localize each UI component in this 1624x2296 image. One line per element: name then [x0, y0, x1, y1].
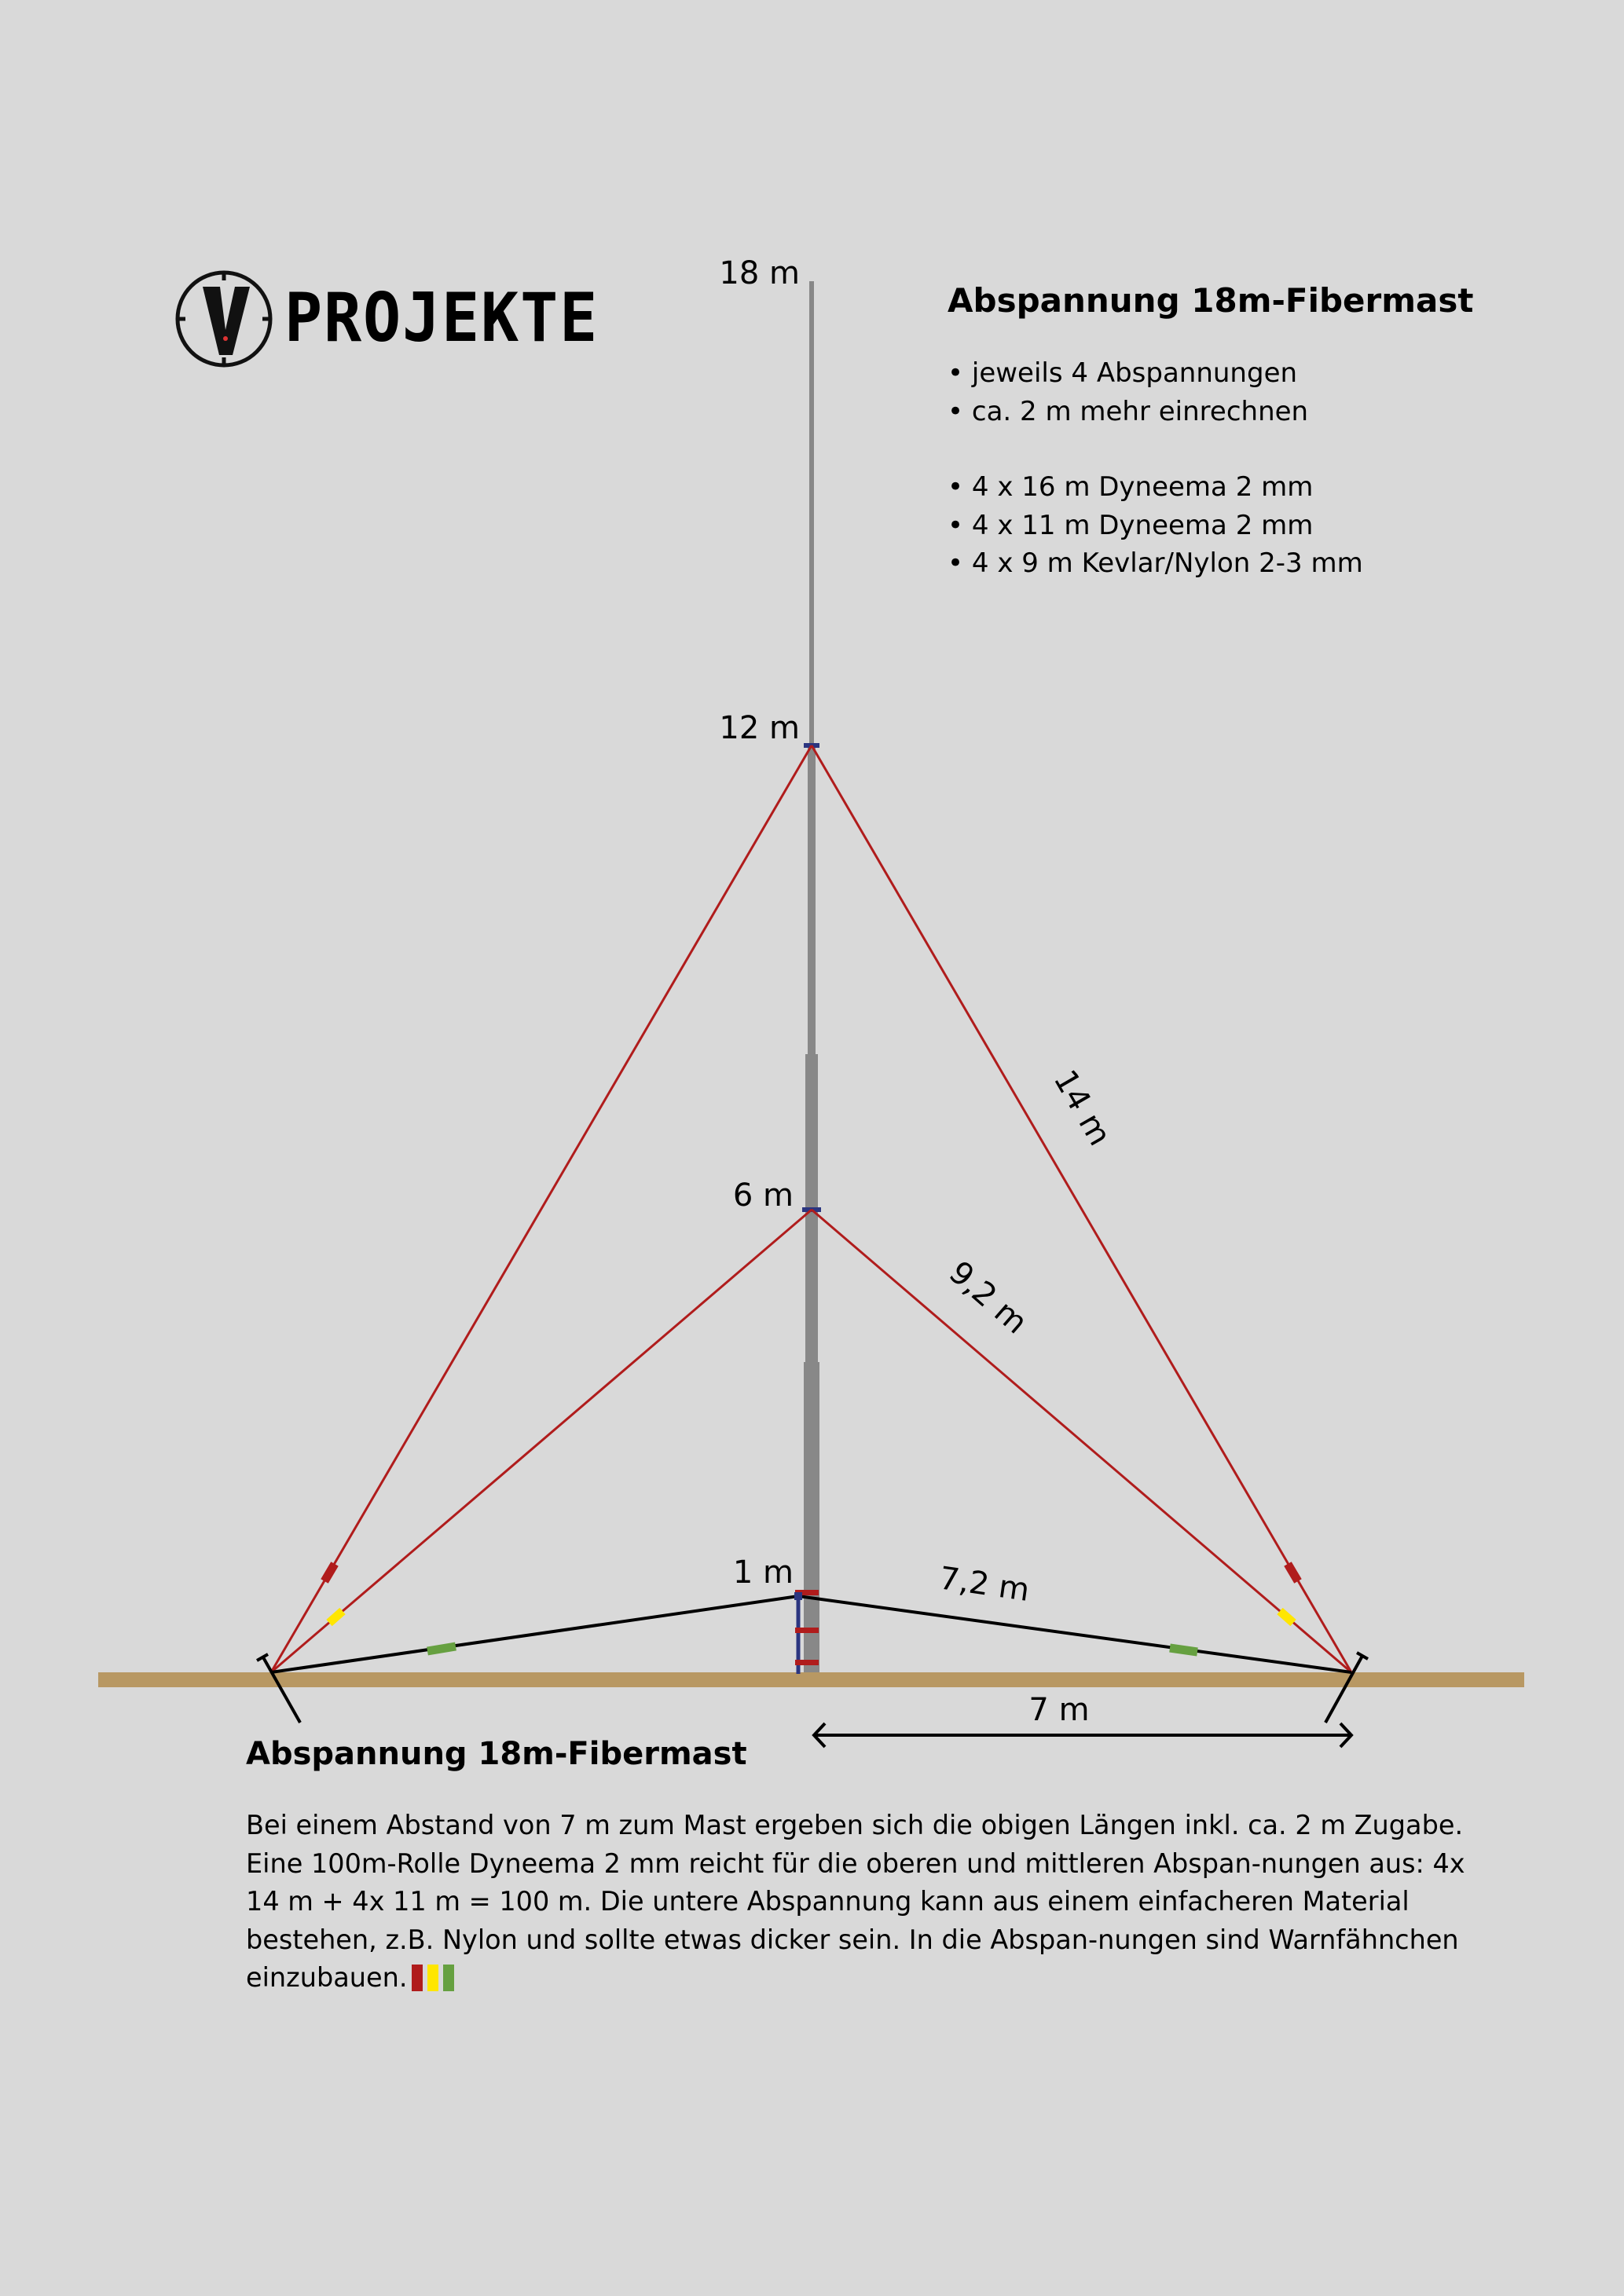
anchor-stake-left	[263, 1657, 300, 1723]
flag-red-icon	[412, 1965, 423, 1991]
ground	[98, 1672, 1524, 1687]
height-label-12: 12 m	[719, 710, 800, 746]
logo-badge-icon	[176, 271, 272, 367]
height-label-6: 6 m	[732, 1177, 794, 1214]
flag-green-icon	[427, 1646, 456, 1651]
guy-top-left	[271, 745, 812, 1672]
flag-yellow-icon	[427, 1965, 438, 1991]
note-item: • ca. 2 m mehr einrechnen	[948, 393, 1473, 431]
flag-yellow-icon	[1280, 1611, 1293, 1623]
mast	[802, 281, 821, 1672]
guy-bottom-right	[798, 1596, 1351, 1672]
guy-length-top: 14 m	[1046, 1064, 1118, 1152]
height-label-18: 18 m	[719, 255, 800, 291]
description-text	[246, 1807, 1472, 1998]
description	[246, 1736, 1472, 1998]
guy-middle-right	[812, 1210, 1351, 1672]
material-item: • 4 x 16 m Dyneema 2 mm	[948, 468, 1473, 507]
description-title: Abspannung 18m-Fibermast	[246, 1736, 747, 1772]
guy-middle-left	[271, 1210, 812, 1672]
flag-green-icon	[1170, 1648, 1197, 1652]
height-label-1: 1 m	[732, 1554, 794, 1591]
notes-list	[948, 354, 1473, 430]
guy-top-right	[812, 745, 1351, 1672]
material-item: • 4 x 9 m Kevlar/Nylon 2-3 mm	[948, 544, 1473, 583]
guy-length-bottom: 7,2 m	[937, 1560, 1032, 1609]
material-item: • 4 x 11 m Dyneema 2 mm	[948, 507, 1473, 545]
info-title: Abspannung 18m-Fibermast	[948, 281, 1474, 320]
info-panel	[948, 281, 1473, 583]
flag-yellow-icon	[329, 1611, 343, 1623]
logo-text: PROJEKTE	[284, 279, 599, 357]
description-body: Bei einem Abstand von 7 m zum Mast ergeben sich die obigen Längen inkl. ca. 2 m Zugabe. Eine 100m-Rolle Dyneema 2 mm reicht für die oberen und mittleren Abspan-nungen aus: 4x 14 m + 4x 11 m = 100 m. Die untere Abspannung kann aus einem einfacheren Material bestehen, z.B. Nylon und sollte etwas dicker sein. In die Abspan-nungen sind Warnfähnchen einzubauen.	[246, 1810, 1465, 1993]
distance-label: 7 m	[1028, 1692, 1090, 1728]
note-item: • jeweils 4 Abspannungen	[948, 354, 1473, 393]
flag-green-icon	[443, 1965, 454, 1991]
flag-red-icon	[324, 1564, 335, 1581]
flag-red-icon	[1288, 1564, 1298, 1581]
guy-length-middle: 9,2 m	[941, 1254, 1035, 1342]
guy-bottom-left	[271, 1596, 798, 1672]
materials-list	[948, 468, 1473, 583]
